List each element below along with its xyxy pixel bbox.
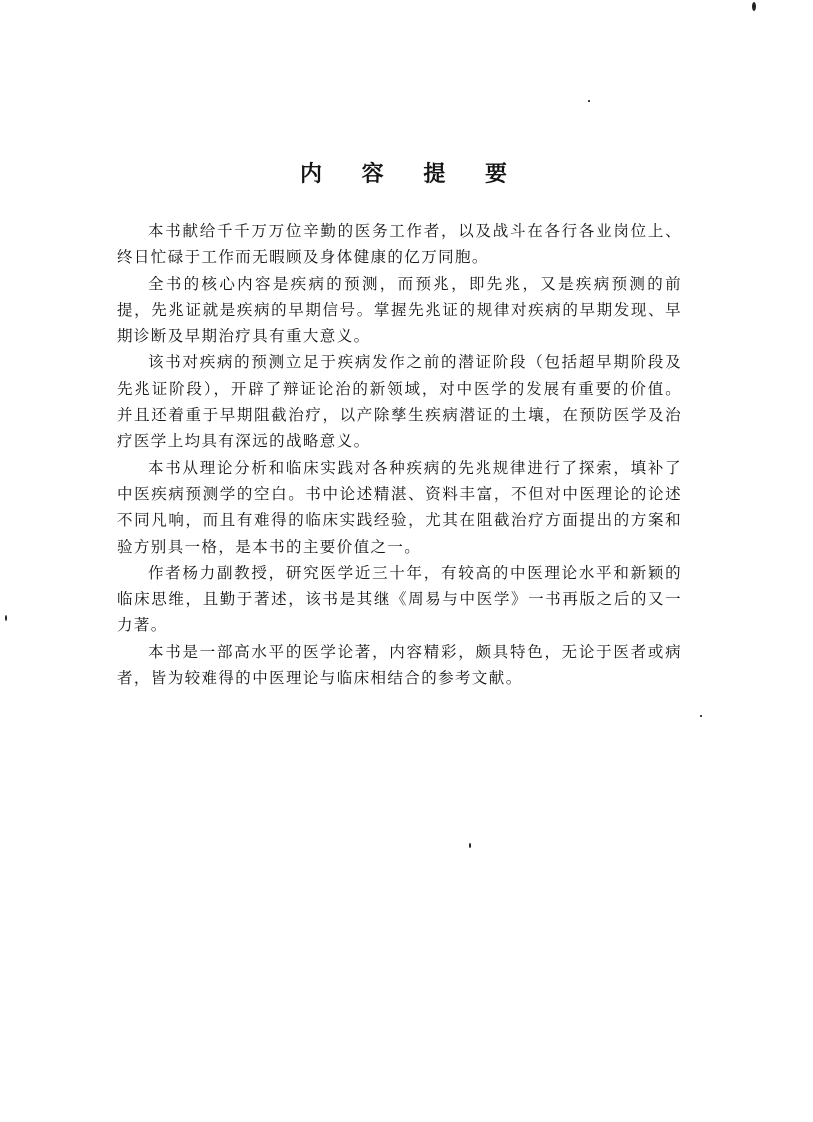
paragraph-prediction-value: 该书对疾病的预测立足于疾病发作之前的潜证阶段（包括超早期阶段及先兆证阶段），开辟了辩证论治的新领域，对中医学的发展有重要的价值。并且还着重于早期阻截治疗，以产除孳生疾病潜证的土壤，在预防医学及治疗医学上均具有深远的战略意义。 <box>117 353 682 451</box>
paragraph-author: 作者杨力副教授，研究医学近三十年，有较高的中医理论水平和新颖的临床思维，且勤于著述，该书是其继《周易与中医学》一书再版之后的又一力著。 <box>117 563 682 635</box>
page-title: 内 容 提 要 <box>300 162 523 187</box>
scan-speck <box>5 615 7 621</box>
scan-speck <box>588 100 590 102</box>
summary-body <box>117 218 682 691</box>
scan-speck <box>752 2 756 11</box>
paragraph-dedication: 本书献给千千万万位辛勤的医务工作者，以及战斗在各行各业岗位上、终日忙碌于工作而无暇顾及身体健康的亿万同胞。 <box>117 222 682 267</box>
paragraph-conclusion: 本书是一部高水平的医学论著，内容精彩，颇具特色，无论于医者或病者，皆为较难得的中医理论与临床相结合的参考文献。 <box>117 642 682 688</box>
scan-speck <box>700 715 702 717</box>
paragraph-exploration: 本书从理论分析和临床实践对各种疾病的先兆规律进行了探索，填补了中医疾病预测学的空白。书中论述精湛、资料丰富，不但对中医理论的论述不同凡响，而且有难得的临床实践经验，尤其在阻截治疗方面提出的方案和验方别具一格，是本书的主要价值之一。 <box>117 458 682 556</box>
scan-speck <box>469 843 471 848</box>
paragraph-core-content: 全书的核心内容是疾病的预测，而预兆，即先兆，又是疾病预测的前提，先兆证就是疾病的早期信号。掌握先兆证的规律对疾病的早期发现、早期诊断及早期治疗具有重大意义。 <box>117 274 682 346</box>
